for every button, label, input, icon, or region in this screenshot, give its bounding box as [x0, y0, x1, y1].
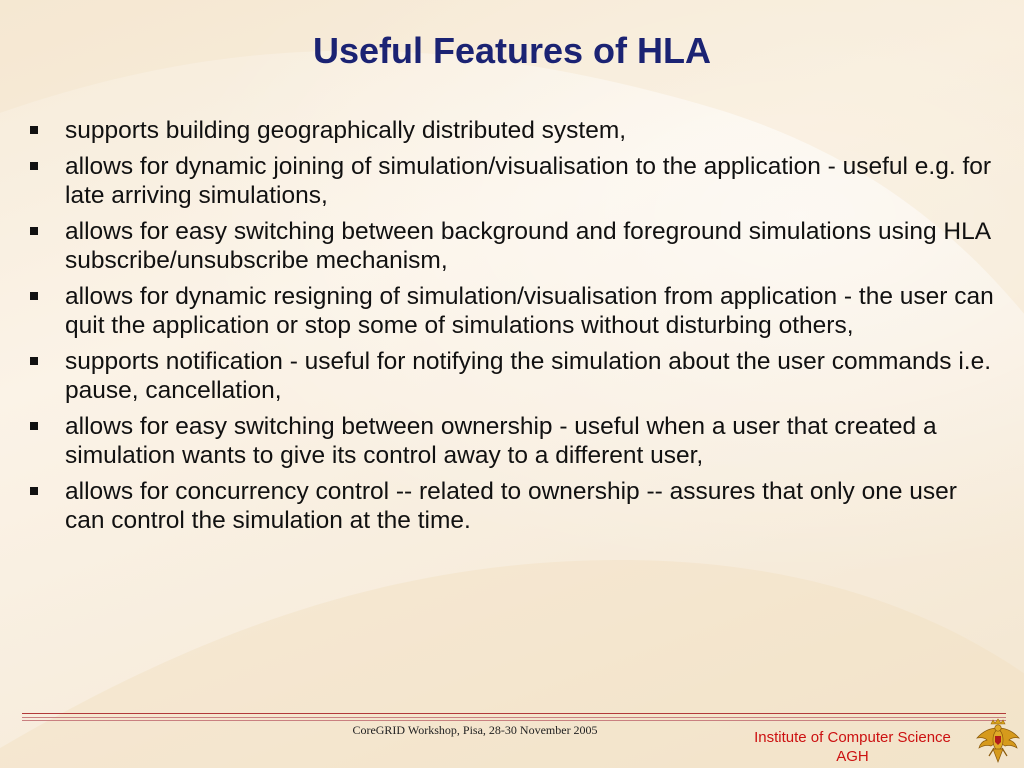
- bullet-text: allows for dynamic resigning of simulation/visualisation from application - the user can quit the application or stop some of simulations without disturbing others,: [65, 283, 994, 339]
- bullet-text: allows for dynamic joining of simulation/visualisation to the application - useful e.g. for late arriving simulations,: [65, 153, 992, 209]
- bullet-item: [28, 116, 998, 145]
- bullet-item: [28, 477, 998, 535]
- bullet-list: [28, 116, 998, 542]
- bullet-text: supports notification - useful for notifying the simulation about the user commands i.e. pause, cancellation,: [65, 348, 992, 404]
- footer-divider: [22, 713, 1006, 714]
- bullet-item: [28, 412, 998, 470]
- square-bullet-icon: [30, 162, 38, 170]
- square-bullet-icon: [30, 422, 38, 430]
- square-bullet-icon: [30, 357, 38, 365]
- bullet-text: allows for easy switching between background and foreground simulations using HLA subscribe/unsubscribe mechanism,: [65, 218, 990, 274]
- footer-divider: [22, 720, 1006, 721]
- bullet-item: [28, 282, 998, 340]
- footer-divider: [22, 717, 1006, 718]
- square-bullet-icon: [30, 126, 38, 134]
- institute-abbreviation: AGH: [836, 748, 869, 765]
- bullet-text: supports building geographically distributed system,: [65, 117, 627, 144]
- institute-name: Institute of Computer Science: [754, 729, 951, 746]
- footer-caption: CoreGRID Workshop, Pisa, 28-30 November 2005: [352, 723, 598, 737]
- bullet-item: [28, 347, 998, 405]
- slide-title: Useful Features of HLA: [312, 30, 712, 71]
- bullet-item: [28, 217, 998, 275]
- square-bullet-icon: [30, 292, 38, 300]
- bullet-text: allows for easy switching between ownership - useful when a user that created a simulation wants to give its control away to a different user,: [65, 413, 937, 469]
- bullet-text: allows for concurrency control -- related to ownership -- assures that only one user can control the simulation at the time.: [65, 478, 957, 534]
- square-bullet-icon: [30, 487, 38, 495]
- agh-eagle-logo-icon: [974, 718, 1022, 766]
- bullet-item: [28, 152, 998, 210]
- square-bullet-icon: [30, 227, 38, 235]
